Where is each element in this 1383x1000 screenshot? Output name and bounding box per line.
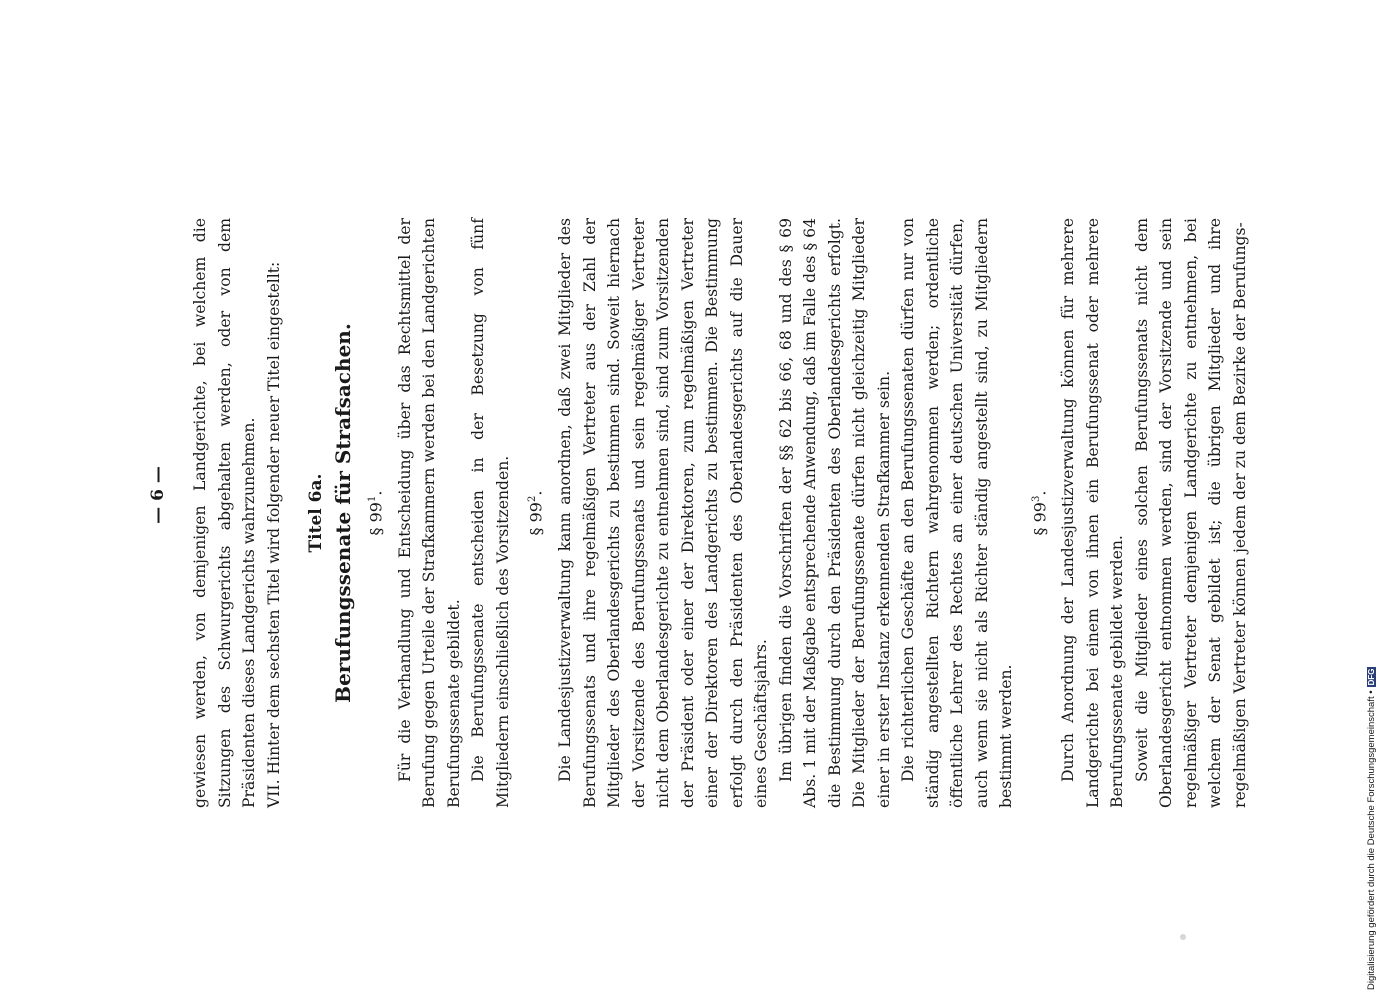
section-99-1-paragraph-1: Für die Verhandlung und Entscheidung über das Rechtsmittel der Berufung gegen Urteile der Strafkammern werden bei den Landgerichten Berufungssenate gebildet. bbox=[395, 218, 463, 808]
section-heading-99-3 bbox=[1025, 218, 1053, 808]
section-heading-suffix: . bbox=[366, 490, 386, 496]
section-99-3-paragraph-2: Soweit die Mitglieder eines solchen Berufungssenats nicht dem Oberlandesgericht entnommen werden, sind der Vorsitzende und sein regelmäßiger Vertreter demjenigen Landgerichte zu entnehmen, bei welchem der Senat gebildet ist; die übrigen Mitglieder und ihre regelmäßigen Vertreter können jedem der zu dem Bezirke der Berufungs- bbox=[1132, 218, 1249, 808]
digitization-credit bbox=[1366, 10, 1377, 990]
page-body bbox=[146, 218, 1252, 808]
page-header: — 6 — bbox=[148, 466, 168, 524]
title-heading: Berufungssenate für Strafsachen. bbox=[330, 323, 355, 703]
section-heading-99-1 bbox=[361, 218, 389, 808]
dfg-logo: DFG bbox=[1367, 668, 1376, 686]
digitization-credit-text: Digitalisierung gefördert durch die Deutsche Forschungsgemeinschaft • bbox=[1366, 690, 1377, 990]
opening-paragraph: gewiesen werden, von demjenigen Landgerichte, bei welchem die Sitzungen des Schwurgerichts abgehalten werden, oder von dem Präsidenten dieses Landgerichts wahrzunehmen. bbox=[191, 218, 258, 808]
section-heading-text: § 99 bbox=[366, 502, 386, 536]
section-heading-sup: 3 bbox=[1030, 495, 1042, 503]
section-heading-99-2 bbox=[521, 218, 549, 808]
section-99-2-paragraph-3: Die richterlichen Geschäfte an den Berufungssenaten dürfen nur von ständig angestellten Richtern wahrgenommen werden; ordentliche öffentliche Lehrer des Rechtes an einer deutschen Universität dürfen, auch wenn sie nicht als Richter ständig angestellt sind, zu Mitgliedern bestimmt werden. bbox=[899, 218, 1016, 808]
title-number: Titel 6a. bbox=[306, 473, 326, 553]
section-heading-suffix: . bbox=[526, 490, 546, 496]
section-99-3-paragraph-1: Durch Anordnung der Landesjustizverwaltung können für mehrere Landgerichte bei einem von ihnen ein Berufungssenat oder mehrere Berufungssenate gebildet werden. bbox=[1059, 218, 1127, 808]
section-heading-sup: 1 bbox=[367, 495, 378, 503]
section-99-2-paragraph-1: Die Landesjustizverwaltung kann anordnen, daß zwei Mitglieder des Berufungssenats und ihre regelmäßigen Vertreter aus der Zahl der Mitglieder des Oberlandesgerichts zu bestimmen sind. Soweit hiernach der Vorsitzende des Berufungssenats und sein regelmäßiger Vertreter nicht dem Oberlandesgerichte zu entnehmen sind, sind zum Vorsitzenden der Präsident oder einer der Direktoren, zum regelmäßigen Vertreter einer der Direktoren des Landgerichts zu bestimmen. Die Bestimmung erfolgt durch den Präsidenten des Oberlandesgerichts auf die Dauer eines Geschäftsjahrs. bbox=[556, 218, 771, 808]
section-heading-text: § 99 bbox=[526, 502, 546, 536]
item-vii: VII. Hinter dem sechsten Titel wird folgender neuer Titel eingestellt: bbox=[264, 261, 283, 808]
section-99-1-paragraph-2: Die Berufungssenate entscheiden in der Besetzung von fünf Mitgliedern einschließlich des Vorsitzenden. bbox=[469, 218, 512, 808]
section-heading-sup: 2 bbox=[527, 495, 539, 503]
scan-smudge bbox=[1180, 934, 1186, 940]
section-99-2-paragraph-2: Im übrigen finden die Vorschriften der §§ 62 bis 66, 68 und des § 69 Abs. 1 mit der Maßgabe entsprechende Anwendung, daß im Falle des § 64 die Bestimmung durch den Präsidenten des Oberlandesgerichts erfolgt. Die Mitglieder der Berufungssenate dürfen nicht gleichzeitig Mitglieder einer in erster Instanz erkennenden Strafkammer sein. bbox=[776, 218, 893, 808]
section-heading-suffix: . bbox=[1029, 490, 1049, 496]
section-heading-text: § 99 bbox=[1029, 502, 1049, 536]
